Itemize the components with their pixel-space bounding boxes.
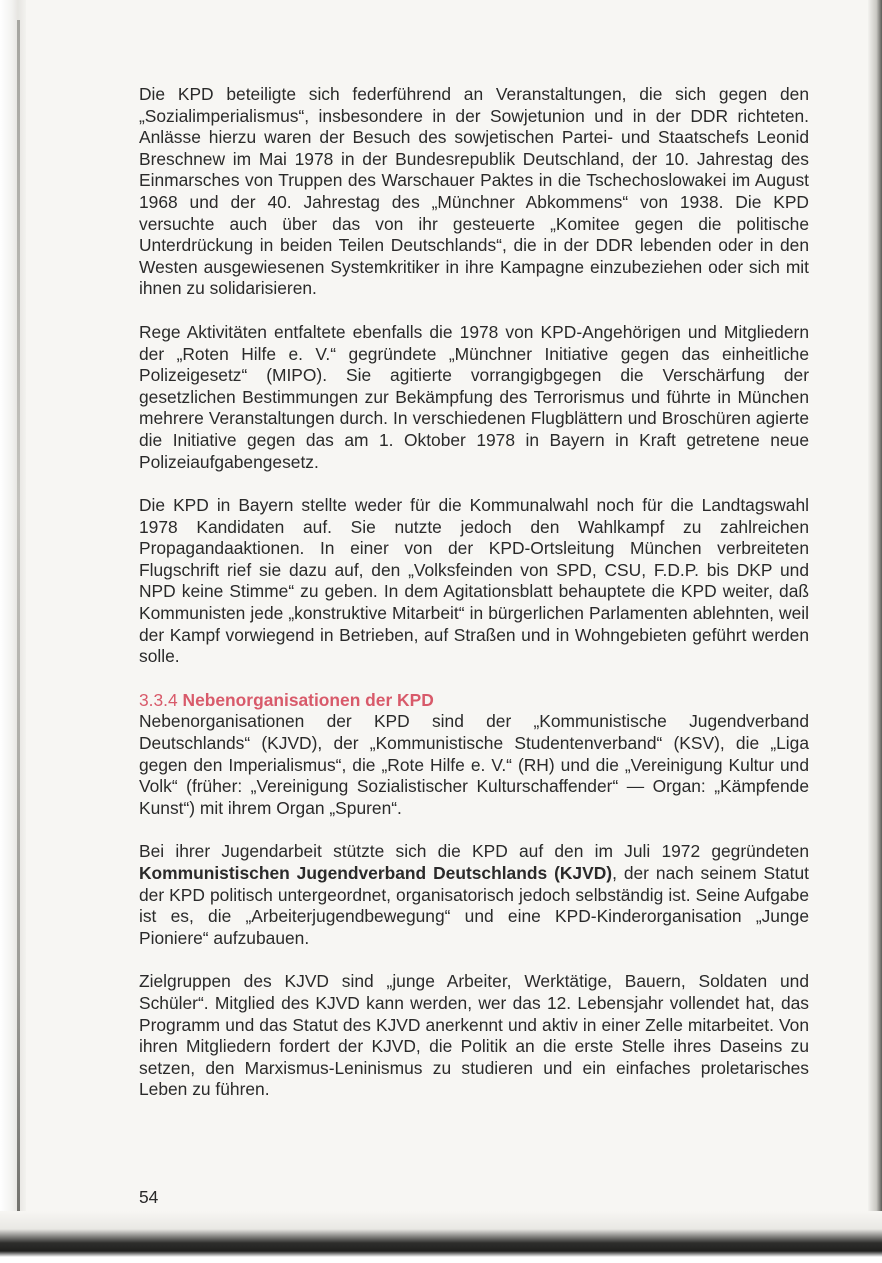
kjvd-name-bold: Kommunistischen Jugendverband Deutschlands (KJVD) bbox=[139, 863, 613, 883]
section-title: Nebenorganisationen der KPD bbox=[182, 689, 434, 710]
paragraph-kjvd-intro bbox=[139, 841, 809, 949]
text-column bbox=[139, 84, 809, 1123]
binding-shadow-line bbox=[17, 20, 20, 1220]
page-right-edge bbox=[868, 0, 882, 1263]
page-binding bbox=[0, 0, 26, 1263]
paragraph-elections: Die KPD in Bayern stellte weder für die Kommunalwahl noch für die Landtagswahl 1978 Kandidaten auf. Sie nutzte jedoch den Wahlkampf zu zahlreichen Propagandaaktionen. In einer von der KPD-Ortsleitung München verbreiteten Flugschrift rief sie dazu auf, den „Volksfeinden von SPD, CSU, F.D.P. bis DKP und NPD keine Stimme“ zu geben. In dem Agitationsblatt behauptete die KPD weiter, daß Kommunisten jede „konstruktive Mitarbeit“ in bürgerlichen Parlamenten ablehnten, weil der Kampf vorwiegend in Betrieben, auf Straßen und in Wohngebieten geführt werden solle. bbox=[139, 495, 809, 667]
paragraph-sub-organisations: Nebenorganisationen der KPD sind der „Kommunistische Jugendverband Deutschlands“ (KJVD), der „Kommunistische Studentenverband“ (KSV), die „Liga gegen den Imperialismus“, die „Rote Hilfe e. V.“ (RH) und die „Vereinigung Kultur und Volk“ (früher: „Vereinigung Sozialistischer Kulturschaffender“ — Organ: „Kämpfende Kunst“) mit ihrem Organ „Spuren“. bbox=[139, 711, 809, 818]
section-heading bbox=[139, 690, 809, 712]
page-bottom-edge bbox=[0, 1211, 882, 1263]
kjvd-intro-before: Bei ihrer Jugendarbeit stützte sich die KPD auf den im Juli 1972 gegründeten bbox=[139, 841, 809, 862]
paragraph-kjvd-targets: Zielgruppen des KJVD sind „junge Arbeiter, Werktätige, Bauern, Soldaten und Schüler“. Mitglied des KJVD kann werden, wer das 12. Lebensjahr vollendet hat, das Programm und das Statut des KJVD anerkennt und aktiv in einer Zelle mitarbeitet. Von ihren Mitgliedern fordert der KJVD, die Politik an die erste Stelle ihres Daseins zu setzen, den Marxismus-Leninismus zu studieren und ein einfaches proletarisches Leben zu führen. bbox=[139, 971, 809, 1100]
paragraph-mipo: Rege Aktivitäten entfaltete ebenfalls die 1978 von KPD-Angehörigen und Mitgliedern der „Roten Hilfe e. V.“ gegründete „Münchner Initiative gegen das einheitliche Polizeigesetz“ (MIPO). Sie agitierte vorrangigbgegen die Verschärfung der gesetzlichen Bestimmungen zur Bekämpfung des Terrorismus und führte in München mehrere Veranstaltungen durch. In verschiedenen Flugblättern und Broschüren agierte die Initiative gegen das am 1. Oktober 1978 in Bayern in Kraft getretene neue Polizeiaufgabengesetz. bbox=[139, 321, 809, 472]
section-number: 3.3.4 bbox=[139, 689, 178, 710]
paragraph-kpd-events: Die KPD beteiligte sich federführend an Veranstaltungen, die sich gegen den „Sozialimperialismus“, insbesondere in der Sowjetunion und in der DDR richteten. Anlässe hierzu waren der Besuch des sowjetischen Partei- und Staatschefs Leonid Breschnew im Mai 1978 in der Bundesrepublik Deutschland, der 10. Jahrestag des Einmarsches von Truppen des Warschauer Paktes in die Tschechoslowakei im August 1968 und der 40. Jahrestag des „Münchner Abkommens“ von 1938. Die KPD versuchte auch über das von ihr gesteuerte „Komitee gegen die politische Unterdrückung in beiden Teilen Deutschlands“, die in der DDR lebenden oder in den Westen ausgewiesenen Systemkritiker in ihre Kampagne einzubeziehen oder sich mit ihnen zu solidarisieren. bbox=[139, 84, 809, 299]
page-number: 54 bbox=[139, 1187, 159, 1207]
kjvd-intro-after: , der nach seinem Statut der KPD politisch untergeordnet, organisatorisch jedoch selbständig ist. Seine Aufgabe ist es, die „Arbeiterjugendbewegung“ und eine KPD-Kinderorganisation „Junge Pioniere“ aufzubauen. bbox=[139, 863, 809, 948]
